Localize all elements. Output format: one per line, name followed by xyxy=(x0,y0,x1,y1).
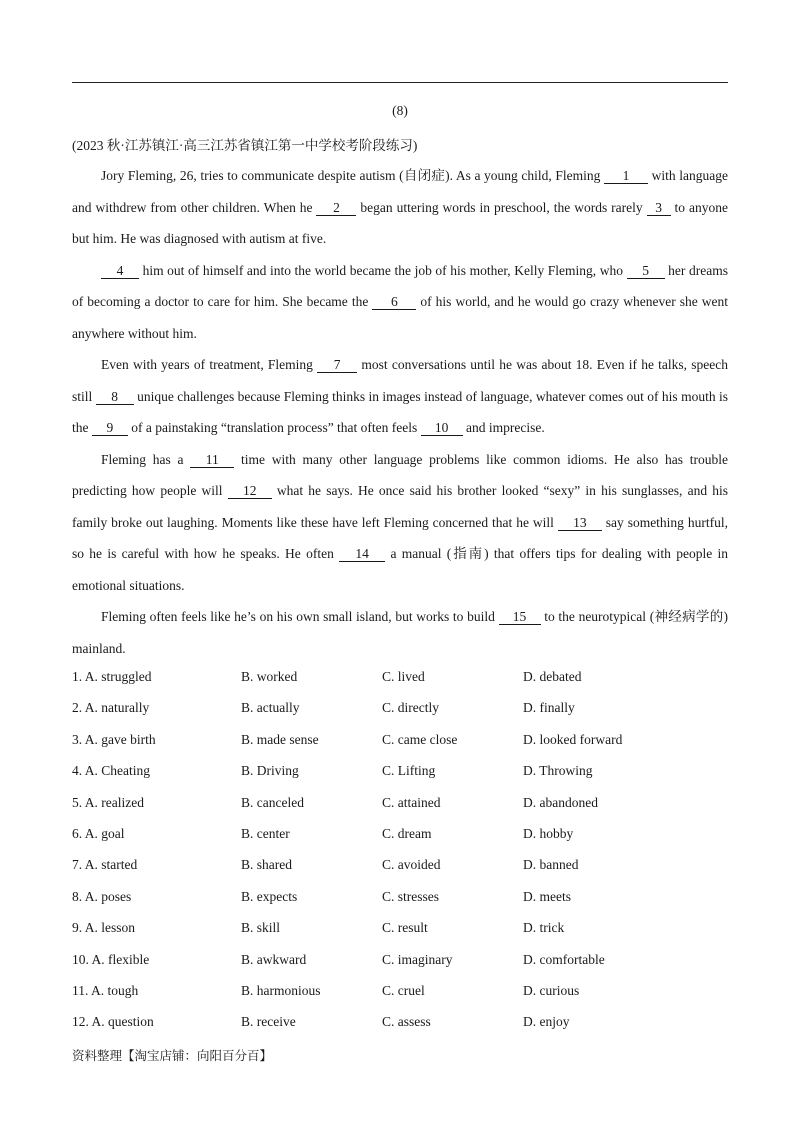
passage-text: Even with years of treatment, Fleming xyxy=(101,357,318,372)
passage-paragraph xyxy=(72,444,728,602)
option-c: C. stresses xyxy=(382,888,439,904)
option-c: C. assess xyxy=(382,1014,431,1030)
option-a: 12. A. question xyxy=(72,1014,154,1030)
passage-paragraph xyxy=(72,255,728,350)
passage-text: to anyone but him. He was diagnosed with autism at five. xyxy=(72,199,728,246)
question-row xyxy=(72,789,728,820)
option-a: 5. A. realized xyxy=(72,794,144,810)
question-row xyxy=(72,946,728,977)
option-d: D. abandoned xyxy=(523,794,598,810)
option-d: D. debated xyxy=(523,669,582,684)
passage-paragraph xyxy=(72,160,728,255)
question-row xyxy=(72,977,728,1008)
option-a: 4. A. Cheating xyxy=(72,763,150,779)
option-b: B. worked xyxy=(241,669,298,684)
passage-text: most conversations until he was about 18. Even if he talks, speech still xyxy=(72,357,728,404)
option-d: D. Throwing xyxy=(523,763,593,779)
option-a: 1. A. struggled xyxy=(72,669,152,684)
cloze-passage xyxy=(72,160,728,664)
question-row xyxy=(72,694,728,725)
passage-text: what he says. He once said his brother looked “sexy” in his sunglasses, and his family broke out laughing. Moments like these have left Fleming concerned that he will xyxy=(72,483,729,530)
passage-text: with language and withdrew from other children. When he xyxy=(72,168,728,215)
passage-text: of a painstaking “translation process” that often feels xyxy=(127,420,421,435)
option-d: D. banned xyxy=(523,857,579,873)
passage-text: began uttering words in preschool, the words rarely xyxy=(356,199,647,215)
question-row xyxy=(72,820,728,851)
option-c: C. avoided xyxy=(382,857,441,873)
passage-text: her dreams of becoming a doctor to care for him. She became the xyxy=(72,262,728,309)
source-citation: (2023 秋·江苏镇江·高三江苏省镇江第一中学校考阶段练习) xyxy=(72,138,418,153)
answer-options xyxy=(72,663,728,1040)
blank-6: 6 xyxy=(372,295,416,310)
option-a: 9. A. lesson xyxy=(72,920,136,936)
question-row xyxy=(72,914,728,945)
option-c: C. attained xyxy=(382,794,441,810)
blank-5: 5 xyxy=(627,264,665,279)
blank-12: 12 xyxy=(228,484,272,499)
option-b: B. canceled xyxy=(241,794,304,810)
blank-14: 14 xyxy=(339,547,385,562)
header-rule xyxy=(72,82,728,83)
option-d: D. hobby xyxy=(523,825,574,841)
blank-11: 11 xyxy=(190,453,234,468)
option-a: 8. A. poses xyxy=(72,888,132,904)
option-c: C. cruel xyxy=(382,982,425,998)
option-a: 11. A. tough xyxy=(72,982,139,998)
passage-text: unique challenges because Fleming thinks in images instead of language, whatever comes out of his mouth is the xyxy=(72,388,728,435)
option-b: B. harmonious xyxy=(241,982,321,998)
option-d: D. trick xyxy=(523,920,565,936)
question-row xyxy=(72,1008,728,1039)
blank-3: 3 xyxy=(647,201,671,216)
option-b: B. Driving xyxy=(241,763,299,779)
passage-text: time with many other language problems like common idioms. He also has trouble predicting how people will xyxy=(72,451,728,498)
option-d: D. finally xyxy=(523,700,575,716)
option-c: C. came close xyxy=(382,731,458,747)
option-c: C. dream xyxy=(382,825,432,841)
option-c: C. directly xyxy=(382,700,439,716)
passage-text: a manual (指南) that offers tips for dealing with people in emotional situations. xyxy=(72,546,728,593)
option-b: B. expects xyxy=(241,888,298,904)
blank-15: 15 xyxy=(499,610,541,625)
option-b: B. center xyxy=(241,825,290,841)
option-a: 2. A. naturally xyxy=(72,700,150,716)
passage-text: Fleming has a xyxy=(101,451,191,467)
option-a: 3. A. gave birth xyxy=(72,731,156,747)
option-a: 10. A. flexible xyxy=(72,951,150,967)
option-a: 6. A. goal xyxy=(72,825,125,841)
option-c: C. result xyxy=(382,920,428,936)
blank-2: 2 xyxy=(316,201,356,216)
question-row xyxy=(72,663,728,694)
blank-1: 1 xyxy=(604,169,648,184)
option-d: D. comfortable xyxy=(523,951,605,967)
blank-7: 7 xyxy=(317,358,357,373)
passage-text: him out of himself and into the world became the job of his mother, Kelly Fleming, who xyxy=(139,262,627,278)
option-b: B. skill xyxy=(241,920,281,936)
option-b: B. shared xyxy=(241,857,292,873)
section-number: (8) xyxy=(392,103,408,118)
option-c: C. imaginary xyxy=(382,951,453,967)
option-a: 7. A. started xyxy=(72,857,138,873)
option-b: B. awkward xyxy=(241,951,307,967)
option-b: B. made sense xyxy=(241,731,319,747)
passage-text: say something hurtful, so he is careful with how he speaks. He often xyxy=(72,514,728,561)
blank-8: 8 xyxy=(96,390,134,405)
question-row xyxy=(72,757,728,788)
passage-text: Fleming often feels like he’s on his own small island, but works to build xyxy=(101,609,499,624)
option-c: C. Lifting xyxy=(382,763,436,779)
blank-13: 13 xyxy=(558,516,602,531)
option-c: C. lived xyxy=(382,669,425,684)
blank-10: 10 xyxy=(421,421,463,436)
passage-text: Jory Fleming, 26, tries to communicate despite autism (自闭症). As a young child, Fleming xyxy=(101,168,605,183)
passage-text: to the neurotypical (神经病学的) mainland. xyxy=(72,609,728,656)
option-b: B. receive xyxy=(241,1014,296,1030)
blank-4: 4 xyxy=(101,264,139,279)
option-d: D. curious xyxy=(523,982,580,998)
question-row xyxy=(72,726,728,757)
option-b: B. actually xyxy=(241,700,300,716)
passage-text: of his world, and he would go crazy whenever she went anywhere without him. xyxy=(72,294,728,341)
question-row xyxy=(72,883,728,914)
question-row xyxy=(72,851,728,882)
option-d: D. looked forward xyxy=(523,731,623,747)
passage-paragraph xyxy=(72,601,728,664)
footer-note: 资料整理【淘宝店铺：向阳百分百】 xyxy=(72,1048,273,1063)
blank-9: 9 xyxy=(92,421,128,436)
option-d: D. enjoy xyxy=(523,1014,570,1030)
passage-paragraph xyxy=(72,349,728,444)
option-d: D. meets xyxy=(523,888,571,904)
passage-text: and imprecise. xyxy=(462,420,545,435)
